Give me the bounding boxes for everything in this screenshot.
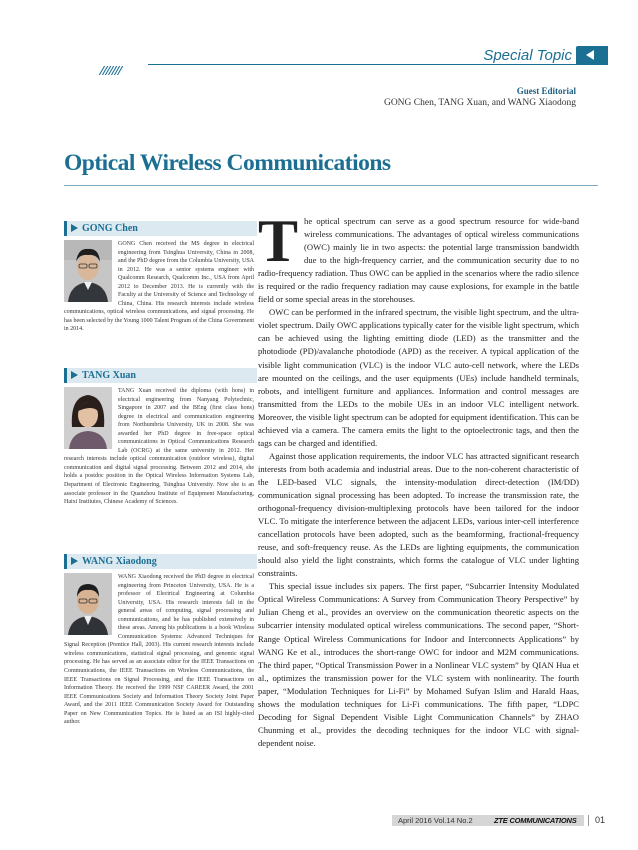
article-paragraph-2: OWC can be performed in the infrared spectrum, the visible light spectrum, and the ultra-violet spectrum. Daily OWC applications typically cater for the visible light spectrum, which can be achieved using the lighting emitting diode (LED) as the transmitter and the photodiode (PD)/avalanche photodiode (APD) as the receiver. A typical application of the visible light communication (VLC) is the indoor VLC auto-cell network, where the LEDs are mounted on the ceilings, and the user equipments (UEs) include handheld terminals, robots, and intelligent furniture and appliances. Information and control messages are transmitted from the LEDs to the mobile UEs in an indoor VLC intelligent network. Moreover, the visible light spectrum can be adopted for equipment identification. This can be achieved via a camera. The camera emits the light to the optoelectronic tags, and then the tags can be charged and identified. <box>258 307 579 448</box>
bio-name: TANG Xuan <box>82 370 136 381</box>
triangle-right-icon <box>71 224 78 232</box>
article-paragraph-3: Against those application requirements, the indoor VLC has attracted significant research interests from both academia and industrial areas. Due to the non-coherent characteristic of the LED-based VLC signals, the intensity-modulation direct-detection (IM/DD) communication signal processing has been adopted. To increase the transmission rate, the orthogonal-frequency division-multiplexing protocols have been tailored for the indoor VLC. To mitigate the interference between the adjacent LEDs, various inter-cell interference cancellation protocols have been adopted, such as the beamforming, fractional-frequency reuse, and soft-frequency reuse. As the LEDs are lighting equipments, the communication should also yield the light constraints, which forms the catalogue of VLC under lighting constraints. <box>258 450 579 579</box>
page-title: Optical Wireless Communications <box>64 150 391 176</box>
bio-heading-tang <box>64 368 257 383</box>
drop-cap: T <box>258 208 299 274</box>
paragraph-text: he optical spectrum can serve as a good spectrum resource for wide-band wireless communications. The advantages of optical wireless communications (OWC) mainly lie in two aspects: the potential large transmission bandwidth due to the high-frequency carrier, and the communication security due to no radio-frequency radiation. Thus OWC can be applied in the scenarios where the radio silence is required or the radio frequency radiation may cause explosions, for example in the battle field or some special areas in the storehouses. <box>258 216 579 305</box>
section-label: Special Topic <box>483 47 572 64</box>
page-number: 01 <box>595 815 606 825</box>
bio-heading-gong <box>64 221 257 236</box>
guest-editorial-label: Guest Editorial <box>516 86 576 96</box>
footer-band <box>392 815 584 826</box>
editor-names: GONG Chen, TANG Xuan, and WANG Xiaodong <box>383 98 576 108</box>
bio-text-tang <box>64 387 254 507</box>
bio-name: GONG Chen <box>82 223 138 234</box>
article-paragraph-4: This special issue includes six papers. The first paper, “Subcarrier Intensity Modulated Optical Wireless Communications: A Survey from Communication Theory Perspective” by Julian Cheng et al., provides an overview on the communication theoretic aspects on the subcarrier intensity modulated optical wireless communications. The second paper, “Short-Range Optical Wireless Communications for Indoor and Interconnects Applications” by WANG Ke et al., introduces the short-range OWC for indoor and M2M communications. The third paper, “Optical Transmission Power in a Nonlinear VLC system” by QIAN Hua et al., optimizes the transmission power for the VLC system with nonlinearity. The fourth paper, “Modulation Techniques for Li-Fi” by Mohamed Sufyan Islim and Harald Haas, shows the modulation techniques for Li-Fi communications. The fifth paper, “LDPC Decoding for Signal Dependent Visible Light Communication Channels” by ZHAO Chunming et al., provides the decoding techniques for the indoor VLC with signal-dependent noise. <box>258 581 579 748</box>
triangle-right-icon <box>71 371 78 379</box>
title-rule <box>64 185 598 186</box>
bio-text-gong <box>64 240 254 334</box>
article-body <box>258 208 579 750</box>
article-paragraph-1 <box>258 208 579 306</box>
bio-text: GONG Chen received the MS degree in electrical engineering from Tsinghua University, China in 2008, and the PhD degree from the Columbia University, USA in 2012. He was a senior systems engineer with Qualcomm Research, Qualcomm Inc., USA from April 2012 to December 2013. He is currently with the Faculty at the University of Science and Technology of China, China. His research interests include wireless communications, optical wireless communications, and signal processing. He has been selected by the Young 1000 Talent Program of the China Government in 2014. <box>64 241 254 333</box>
header-slash-decoration: /////// <box>98 64 123 77</box>
bio-text-wang <box>64 573 254 727</box>
bio-text: WANG Xiaodong received the PhD degree in electrical engineering from Princeton University, USA. He is a professor of Electrical Engineering at Columbia University, USA. His research interests fall in the general areas of computing, signal processing and communications, and he has published extensively in these areas. Among his publications is a book Wireless Communication Systems: Advanced Techniques for Signal Reception (Prentice Hall, 2003). His current research interests include wireless communications, statistical signal processing, and genomic signal processing. He has served as an associate editor for the IEEE Transactions on Communications, the IEEE Transactions on Wireless Communications, the IEEE Transactions on Signal Processing, and the IEEE Transactions on Information Theory. He received the 1999 NSF CAREER Award, the 2001 IEEE Communications Society and Information Theory Society Joint Paper Award, and the 2011 IEEE Communication Society Award for Outstanding Paper on New Communication Topics. He is listed as an ISI highly-cited author. <box>64 574 254 726</box>
page-number-separator <box>588 815 589 826</box>
bio-name: WANG Xiaodong <box>82 556 157 567</box>
triangle-right-icon <box>71 557 78 565</box>
header-rule <box>148 64 596 65</box>
triangle-left-icon <box>586 50 594 60</box>
issue-info: April 2016 Vol.14 No.2 <box>398 816 473 825</box>
bio-text: TANG Xuan received the diploma (with hons) in electrical engineering from Nanyang Polytechnic, Singapore in 2007 and the BEng (first class hons) degree in electrical and communication engineering from Northumbria University, UK in 2008. She was awarded her PhD degree in free-space optical communications in Optical Communications Research Lab (OCRG) at the same university in 2012. Her research interests include optical communication (outdoor wireless), digital communication and digital signal processing. Between 2012 and 2014, she holds a postdoc position in the Optical Wireless Information Systems Lab, Department of Electronic Engineering, Tsinghua University. Now she is an associate professor in the Quanzhou Institute of Equipment Manufacturing, Haixi Institutes, Chinese Academy of Sciences. <box>64 388 254 506</box>
bio-heading-wang <box>64 554 257 569</box>
journal-brand: ZTE COMMUNICATIONS <box>494 816 577 825</box>
section-flag <box>576 46 608 65</box>
